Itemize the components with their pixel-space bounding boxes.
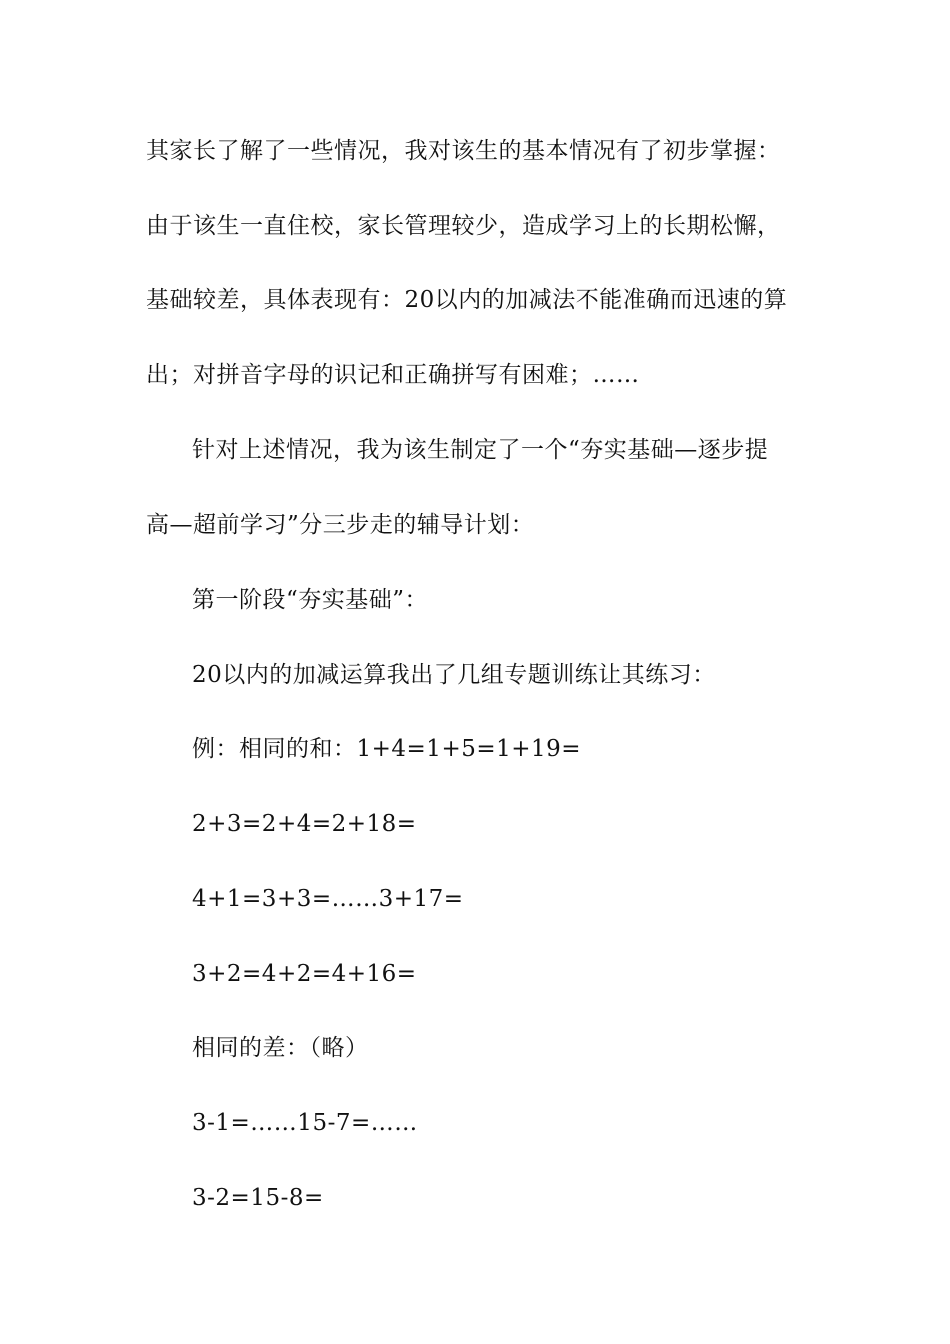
text-line-12: 3+2=4+2=4+16= xyxy=(192,961,417,987)
text-line-10: 2+3=2+4=2+18= xyxy=(192,811,417,837)
text-line-2: 由于该生一直住校，家长管理较少，造成学习上的长期松懈， xyxy=(146,213,781,239)
text-line-11: 4+1=3+3=……3+17= xyxy=(192,886,464,912)
text-line-13: 相同的差：（略） xyxy=(192,1035,369,1061)
text-line-5: 针对上述情况，我为该生制定了一个“夯实基础—逐步提 xyxy=(192,437,769,463)
text-line-1: 其家长了解了一些情况，我对该生的基本情况有了初步掌握： xyxy=(146,138,781,164)
text-line-14: 3-1=……15-7=…… xyxy=(192,1110,418,1136)
text-line-8: 20以内的加减运算我出了几组专题训练让其练习： xyxy=(192,662,716,688)
text-line-15: 3-2=15-8= xyxy=(192,1185,324,1211)
text-line-4: 出；对拼音字母的识记和正确拼写有困难；…… xyxy=(146,362,640,388)
text-line-7: 第一阶段“夯实基础”： xyxy=(192,587,429,613)
text-line-9: 例：相同的和：1+4=1+5=1+19= xyxy=(192,736,582,762)
text-line-3: 基础较差，具体表现有：20以内的加减法不能准确而迅速的算 xyxy=(146,287,788,313)
text-line-6: 高—超前学习”分三步走的辅导计划： xyxy=(146,512,535,538)
